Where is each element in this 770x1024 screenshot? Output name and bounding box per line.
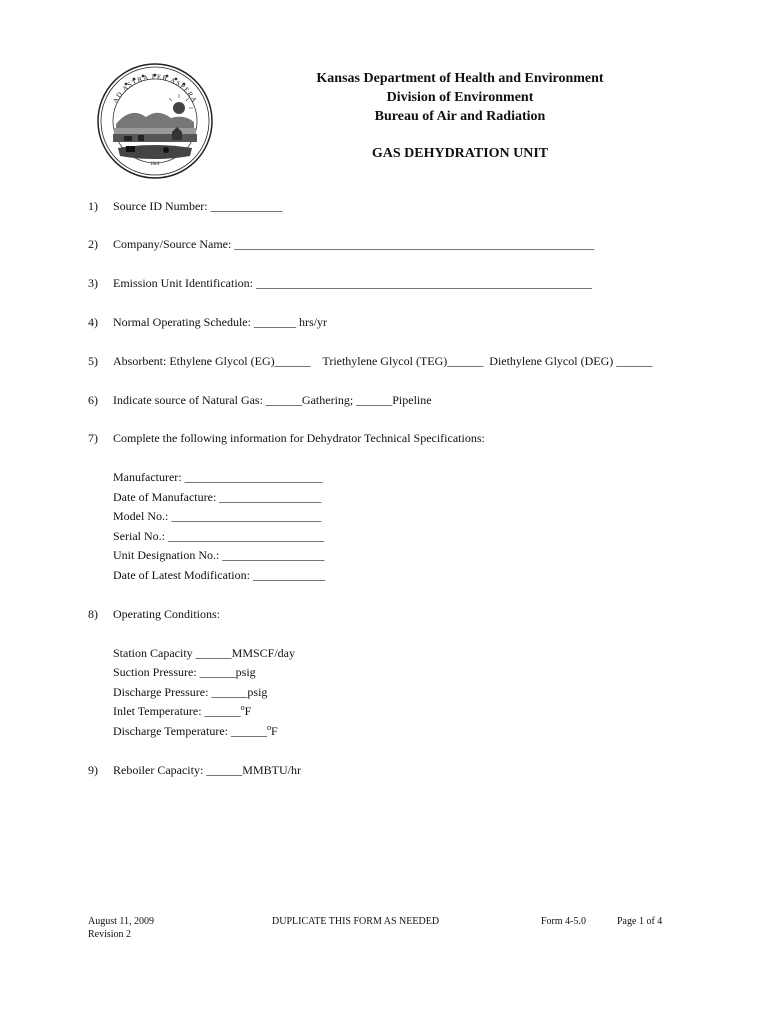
seal-motto: AD ASTRA PER ASPERA — [111, 72, 199, 105]
emission-unit-field[interactable]: Emission Unit Identification: ________________________________________________________ — [113, 276, 592, 290]
item-number: 8) — [88, 607, 98, 621]
inlet-temperature-label: Inlet Temperature: ______ — [113, 704, 241, 718]
item-number: 9) — [88, 763, 98, 777]
operating-schedule-field[interactable]: Normal Operating Schedule: _______ hrs/yr — [113, 315, 327, 329]
latest-modification-field[interactable]: Date of Latest Modification: ____________ — [113, 568, 325, 582]
discharge-temperature-label: Discharge Temperature: ______ — [113, 724, 268, 738]
temperature-unit: F — [271, 724, 278, 738]
operating-conditions-heading: Operating Conditions: — [113, 607, 220, 621]
footer-revision: Revision 2 — [88, 929, 132, 940]
form-title: GAS DEHYDRATION UNIT — [371, 146, 549, 161]
tech-specs-instruction: Complete the following information for Dehydrator Technical Specifications: — [113, 431, 485, 445]
item-number: 1) — [88, 199, 98, 213]
reboiler-capacity-field[interactable]: Reboiler Capacity: ______MMBTU/hr — [113, 763, 301, 777]
manufacturer-field[interactable]: Manufacturer: _______________________ — [113, 470, 323, 484]
kansas-state-seal-icon — [96, 62, 214, 180]
source-id-field[interactable]: Source ID Number: ____________ — [113, 199, 283, 213]
degree-symbol: o — [240, 703, 245, 712]
inlet-temperature-field[interactable] — [113, 704, 251, 718]
division-name: Division of Environment — [386, 90, 534, 105]
bureau-name: Bureau of Air and Radiation — [374, 109, 546, 124]
serial-no-field[interactable]: Serial No.: __________________________ — [113, 529, 324, 543]
footer-date: August 11, 2009 — [88, 916, 155, 927]
item-number: 6) — [88, 393, 98, 407]
svg-text:AD ASTRA PER ASPERA — [111, 73, 198, 105]
absorbent-field[interactable]: Absorbent: Ethylene Glycol (EG)______ Triethylene Glycol (TEG)______ Diethylene Glycol (DEG) ______ — [113, 354, 653, 368]
footer-duplicate-note: DUPLICATE THIS FORM AS NEEDED — [272, 916, 440, 927]
suction-pressure-field[interactable]: Suction Pressure: ______psig — [113, 665, 256, 679]
seal-year: 1861 — [150, 162, 160, 167]
footer-form-number: Form 4-5.0 — [541, 916, 586, 927]
agency-name: Kansas Department of Health and Environment — [316, 71, 604, 86]
item-number: 7) — [88, 431, 98, 445]
temperature-unit: F — [244, 704, 252, 718]
model-no-field[interactable]: Model No.: _________________________ — [113, 509, 322, 523]
company-name-field[interactable]: Company/Source Name: ____________________________________________________________ — [113, 237, 595, 251]
discharge-temperature-field[interactable] — [113, 724, 278, 738]
item-number: 3) — [88, 276, 98, 290]
item-number: 5) — [88, 354, 98, 368]
unit-designation-field[interactable]: Unit Designation No.: _________________ — [113, 548, 325, 562]
footer-page-number: Page 1 of 4 — [617, 916, 663, 927]
discharge-pressure-field[interactable]: Discharge Pressure: ______psig — [113, 685, 268, 699]
date-of-manufacture-field[interactable]: Date of Manufacture: _________________ — [113, 490, 322, 504]
item-number: 4) — [88, 315, 98, 329]
station-capacity-field[interactable]: Station Capacity ______MMSCF/day — [113, 646, 296, 660]
item-number: 2) — [88, 237, 98, 251]
degree-symbol: o — [267, 723, 272, 732]
natural-gas-source-field[interactable]: Indicate source of Natural Gas: ______Gathering; ______Pipeline — [113, 393, 432, 407]
